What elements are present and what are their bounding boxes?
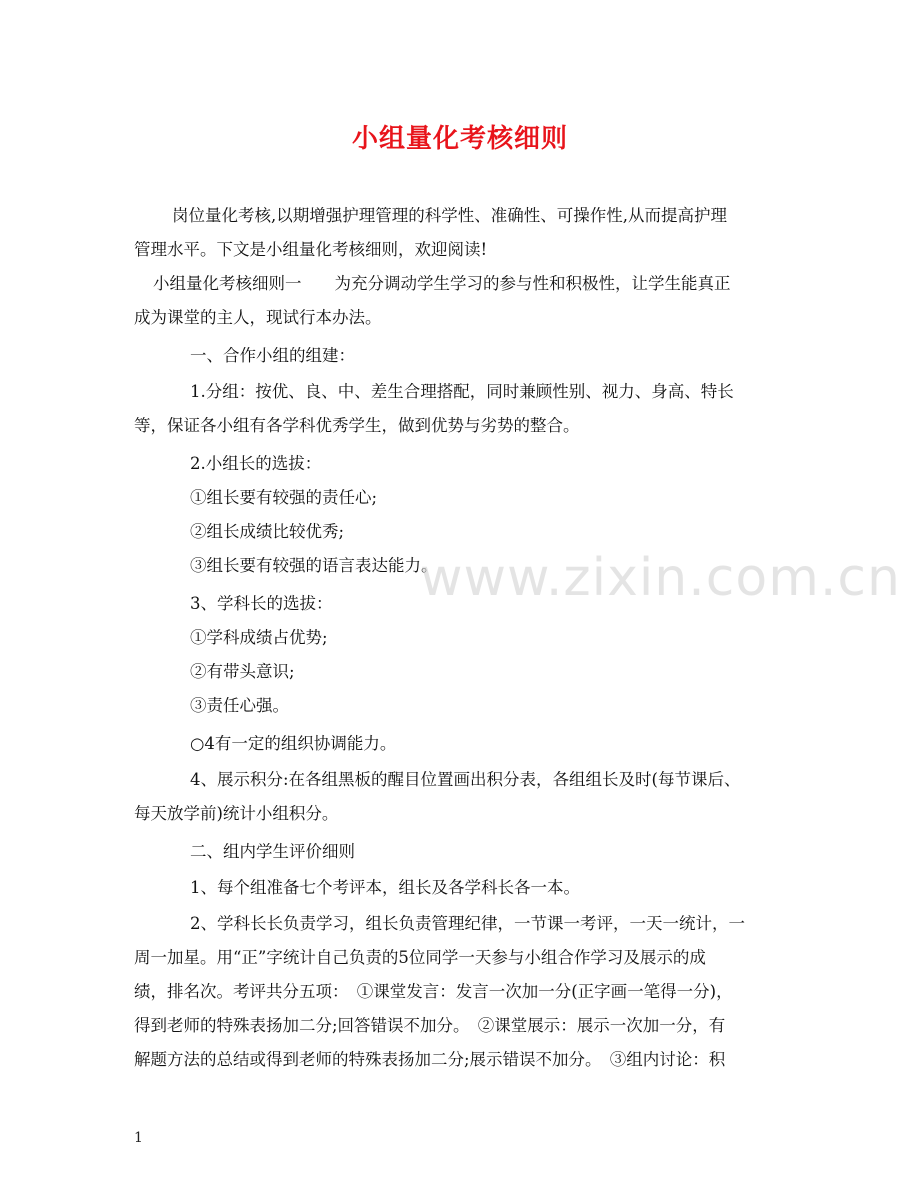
list-item: ②有带头意识;	[190, 662, 295, 681]
section-heading: 一、合作小组的组建：	[190, 346, 355, 365]
paragraph-line: 小组量化考核细则一 为充分调动学生学习的参与性和积极性，让学生能真正	[153, 274, 731, 293]
paragraph-line: 1.分组：按优、良、中、差生合理搭配，同时兼顾性别、视力、身高、特长	[190, 382, 734, 401]
paragraph-line: 等，保证各小组有各学科优秀学生，做到优势与劣势的整合。	[134, 416, 580, 435]
paragraph-line: 周一加星。用“正”字统计自己负责的5位同学一天参与小组合作学习及展示的成	[134, 948, 706, 967]
paragraph-line: 1、每个组准备七个考评本，组长及各学科长各一本。	[190, 878, 580, 897]
page-number: 1	[134, 1130, 143, 1146]
section-heading: 二、组内学生评价细则	[190, 842, 355, 861]
list-item: ③组长要有较强的语言表达能力。	[190, 556, 438, 575]
watermark-text: www.zixin.com.cn	[420, 548, 901, 608]
paragraph-line: 解题方法的总结或得到老师的特殊表扬加二分;展示错误不加分。 ③组内讨论：积	[134, 1050, 726, 1069]
list-item: ③责任心强。	[190, 696, 289, 715]
paragraph-line: 成为课堂的主人，现试行本办法。	[134, 308, 382, 327]
paragraph-line: 得到老师的特殊表扬加二分;回答错误不加分。 ②课堂展示：展示一次加一分，有	[134, 1016, 726, 1035]
list-item: ①组长要有较强的责任心;	[190, 488, 378, 507]
paragraph-line: 管理水平。下文是小组量化考核细则，欢迎阅读!	[134, 240, 488, 259]
paragraph-line: 每天放学前)统计小组积分。	[134, 804, 339, 823]
paragraph-line: 岗位量化考核,以期增强护理管理的科学性、准确性、可操作性,从而提高护理	[172, 206, 727, 225]
document-title: 小组量化考核细则	[351, 124, 568, 154]
list-item: ○4有一定的组织协调能力。	[190, 734, 397, 753]
paragraph-line: 2.小组长的选拔：	[190, 454, 322, 473]
paragraph-line: 4、展示积分:在各组黑板的醒目位置画出积分表，各组组长及时(每节课后、	[190, 770, 741, 789]
paragraph-line: 3、学科长的选拔：	[190, 594, 333, 613]
list-item: ①学科成绩占优势;	[190, 628, 328, 647]
paragraph-line: 2、学科长长负责学习，组长负责管理纪律，一节课一考评，一天一统计，一	[190, 914, 745, 933]
paragraph-line: 绩，排名次。考评共分五项： ①课堂发言：发言一次加一分(正字画一笔得一分)，	[134, 982, 733, 1001]
list-item: ②组长成绩比较优秀;	[190, 522, 345, 541]
